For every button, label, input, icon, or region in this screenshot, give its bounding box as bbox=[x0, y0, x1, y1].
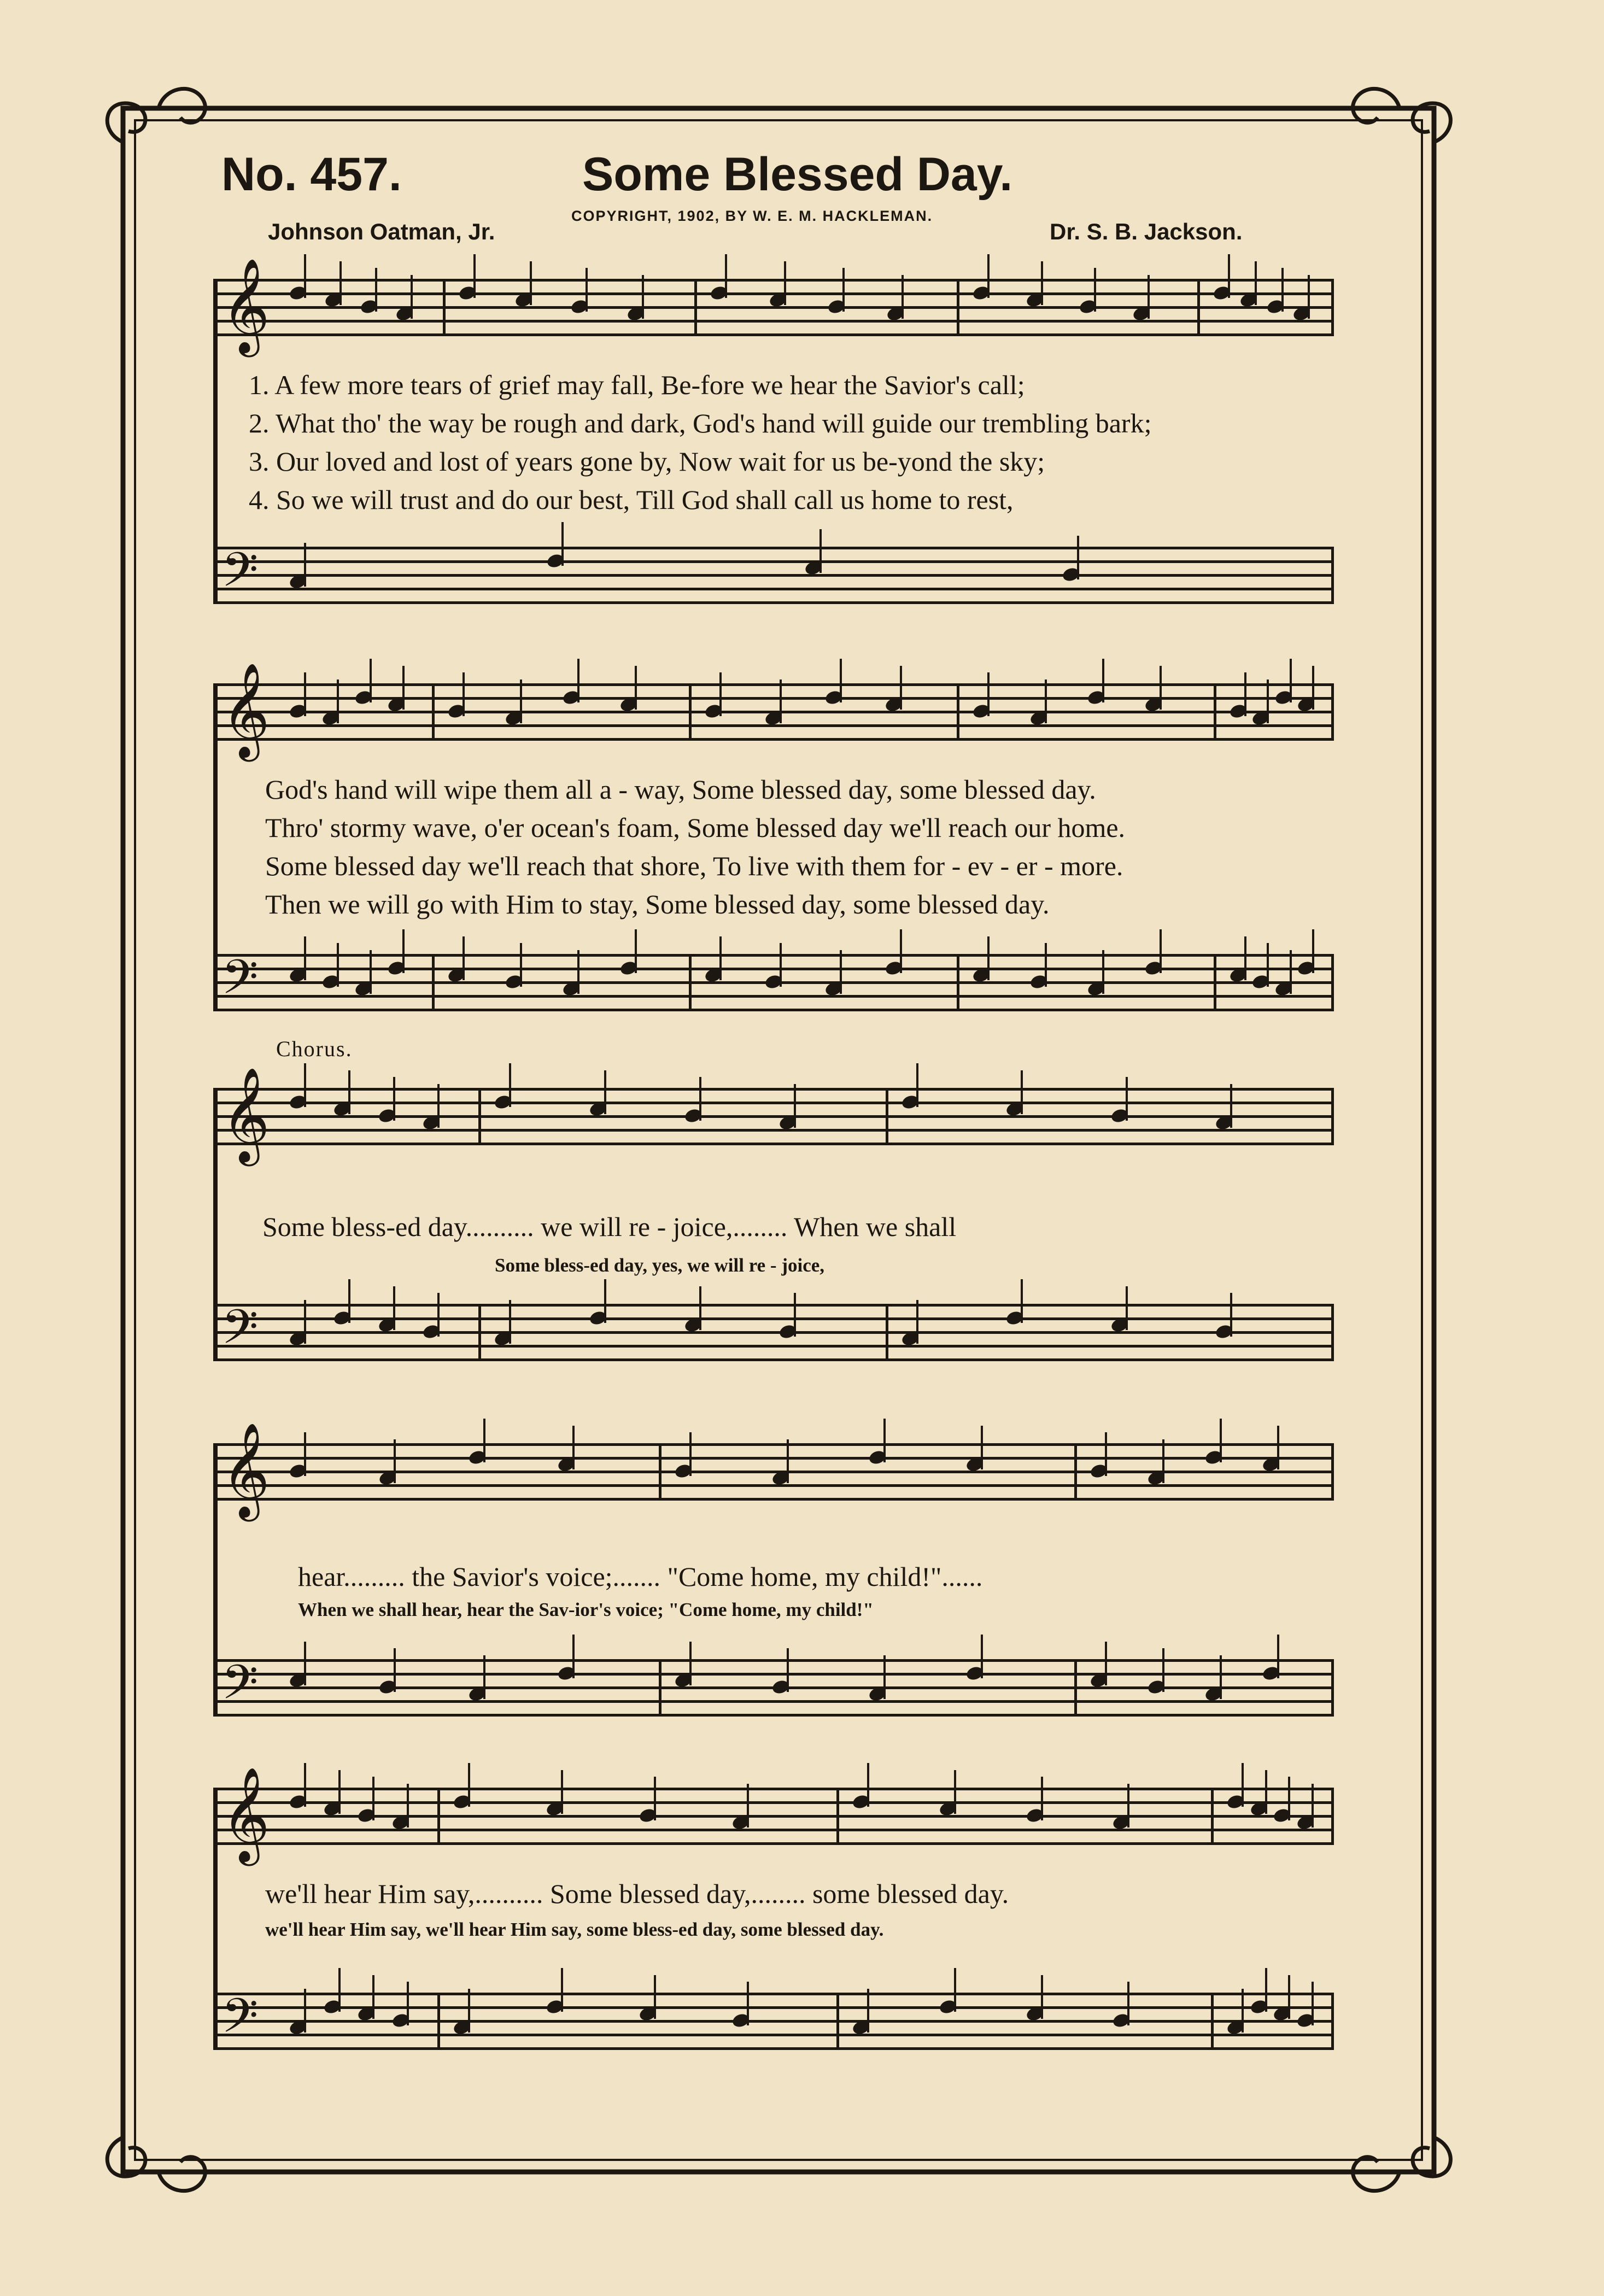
chorus-bass-words-1: Some bless-ed day, yes, we will re - joice, bbox=[495, 1255, 825, 1276]
bar-line bbox=[1211, 1993, 1214, 2050]
staff-line bbox=[213, 1129, 1331, 1132]
staff-line bbox=[213, 588, 1331, 590]
note-stem bbox=[1230, 1084, 1232, 1128]
staff-line bbox=[213, 2020, 1331, 2023]
note-stem bbox=[1077, 536, 1079, 579]
note-stem bbox=[987, 672, 990, 716]
staff-10 bbox=[213, 1993, 1331, 2050]
note-stem bbox=[1105, 1642, 1107, 1685]
bar-line bbox=[1197, 279, 1200, 336]
note-stem bbox=[463, 936, 465, 980]
bar-line bbox=[689, 954, 692, 1011]
bass-clef-icon: 𝄢 bbox=[221, 1988, 259, 2055]
staff-line bbox=[213, 1143, 1331, 1145]
note-stem bbox=[509, 1063, 511, 1107]
bar-line bbox=[1331, 954, 1334, 1011]
staff-line bbox=[213, 1498, 1331, 1501]
note-stem bbox=[393, 1077, 395, 1121]
note-stem bbox=[304, 543, 306, 587]
treble-clef-icon: 𝄞 bbox=[221, 1422, 270, 1518]
verse-1-line-1: 1. A few more tears of grief may fall, Be-fore we hear the Savior's call; bbox=[249, 370, 1025, 400]
note-stem bbox=[483, 1419, 485, 1462]
bar-line bbox=[1331, 1443, 1334, 1501]
note-stem bbox=[1255, 261, 1257, 305]
note-stem bbox=[867, 1763, 869, 1807]
note-stem bbox=[1160, 666, 1162, 710]
bar-line bbox=[886, 1304, 888, 1361]
note-stem bbox=[987, 936, 990, 980]
staff-line bbox=[213, 1304, 1331, 1307]
note-stem bbox=[1288, 1975, 1290, 2019]
hymn-title: Some Blessed Day. bbox=[582, 148, 1013, 201]
note-stem bbox=[901, 275, 904, 319]
bar-line bbox=[957, 279, 959, 336]
note-stem bbox=[883, 1419, 886, 1462]
note-stem bbox=[394, 1648, 396, 1692]
note-stem bbox=[348, 1070, 350, 1114]
note-stem bbox=[842, 268, 845, 312]
composer-name: Dr. S. B. Jackson. bbox=[1050, 219, 1243, 244]
bar-line bbox=[694, 279, 697, 336]
bar-line bbox=[443, 279, 446, 336]
staff-line bbox=[213, 2047, 1331, 2050]
system-connector bbox=[213, 1088, 218, 1361]
bar-line bbox=[1331, 1659, 1334, 1717]
note-stem bbox=[604, 1279, 606, 1323]
staff-line bbox=[213, 1484, 1331, 1487]
treble-clef-icon: 𝄞 bbox=[221, 663, 270, 758]
note-stem bbox=[900, 666, 902, 710]
staff-line bbox=[213, 995, 1331, 998]
note-stem bbox=[747, 1784, 749, 1828]
note-stem bbox=[1126, 1077, 1128, 1121]
note-stem bbox=[635, 666, 637, 710]
note-stem bbox=[840, 659, 842, 702]
note-stem bbox=[407, 1784, 409, 1828]
note-stem bbox=[987, 254, 990, 298]
note-stem bbox=[304, 254, 306, 298]
bar-line bbox=[689, 683, 692, 741]
note-stem bbox=[1041, 261, 1043, 305]
note-stem bbox=[561, 1968, 563, 2012]
note-stem bbox=[304, 1642, 306, 1685]
note-stem bbox=[1094, 268, 1096, 312]
staff-line bbox=[213, 1009, 1331, 1011]
note-stem bbox=[411, 275, 413, 319]
note-stem bbox=[1045, 680, 1047, 723]
staff-line bbox=[213, 1801, 1331, 1804]
treble-clef-icon: 𝄞 bbox=[221, 1767, 270, 1862]
treble-clef-icon: 𝄞 bbox=[221, 1067, 270, 1162]
staff-line bbox=[213, 1714, 1331, 1717]
note-stem bbox=[372, 1777, 374, 1820]
bar-line bbox=[836, 1993, 839, 2050]
verse-3-line-2: Some blessed day we'll reach that shore, To live with them for - ev - er - more. bbox=[265, 851, 1123, 881]
verse-2-line-2: Thro' stormy wave, o'er ocean's foam, Some blessed day we'll reach our home. bbox=[265, 812, 1126, 843]
bar-line bbox=[1214, 954, 1216, 1011]
staff-line bbox=[213, 1700, 1331, 1703]
note-stem bbox=[1162, 1648, 1164, 1692]
verse-2-line-1: 2. What tho' the way be rough and dark, God's hand will guide our trembling bark; bbox=[249, 408, 1152, 438]
bar-line bbox=[1331, 1304, 1334, 1361]
note-stem bbox=[370, 950, 372, 994]
staff-line bbox=[213, 601, 1331, 604]
note-stem bbox=[654, 1975, 656, 2019]
note-stem bbox=[1021, 1070, 1023, 1114]
system-connector bbox=[213, 279, 218, 601]
bar-line bbox=[432, 683, 435, 741]
staff-line bbox=[213, 306, 1331, 309]
lyricist-name: Johnson Oatman, Jr. bbox=[268, 219, 495, 244]
note-stem bbox=[530, 261, 532, 305]
staff-line bbox=[213, 738, 1331, 741]
staff-line bbox=[213, 2006, 1331, 2009]
note-stem bbox=[1290, 659, 1292, 702]
note-stem bbox=[520, 943, 522, 987]
staff-line bbox=[213, 1331, 1331, 1334]
chorus-lyrics-2: hear......... the Savior's voice;....... "Come home, my child!"...... bbox=[298, 1561, 983, 1592]
staff-line bbox=[213, 574, 1331, 577]
staff-line bbox=[213, 954, 1331, 957]
bar-line bbox=[1074, 1443, 1077, 1501]
bar-line bbox=[957, 954, 959, 1011]
staff-line bbox=[213, 1102, 1331, 1104]
staff-line bbox=[213, 320, 1331, 323]
bass-clef-icon: 𝄢 bbox=[221, 542, 259, 609]
copyright-notice: COPYRIGHT, 1902, BY W. E. M. HACKLEMAN. bbox=[571, 208, 933, 224]
note-stem bbox=[393, 1286, 395, 1330]
note-stem bbox=[1267, 680, 1269, 723]
note-stem bbox=[1265, 1770, 1267, 1814]
note-stem bbox=[402, 929, 405, 973]
chorus-lyrics-3: we'll hear Him say,.......... Some blessed day,........ some blessed day. bbox=[265, 1878, 1009, 1909]
bar-line bbox=[432, 954, 435, 1011]
staff-line bbox=[213, 968, 1331, 970]
note-stem bbox=[337, 943, 339, 987]
note-stem bbox=[1228, 254, 1230, 298]
note-stem bbox=[819, 529, 822, 573]
note-stem bbox=[402, 666, 405, 710]
note-stem bbox=[1242, 1763, 1244, 1807]
bar-line bbox=[437, 1788, 440, 1845]
note-stem bbox=[1277, 1635, 1279, 1678]
note-stem bbox=[375, 268, 377, 312]
note-stem bbox=[689, 1642, 692, 1685]
note-stem bbox=[1127, 1982, 1129, 2025]
note-stem bbox=[1220, 1419, 1222, 1462]
staff-line bbox=[213, 1345, 1331, 1348]
staff-9 bbox=[213, 1788, 1331, 1845]
note-stem bbox=[725, 254, 727, 298]
note-stem bbox=[1312, 929, 1314, 973]
note-stem bbox=[916, 1063, 918, 1107]
note-stem bbox=[304, 1063, 306, 1107]
note-stem bbox=[483, 1655, 485, 1699]
system-connector bbox=[213, 1443, 218, 1717]
bar-line bbox=[1331, 547, 1334, 604]
bar-line bbox=[836, 1788, 839, 1845]
note-stem bbox=[304, 672, 306, 716]
bar-line bbox=[1331, 1788, 1334, 1845]
staff-line bbox=[213, 1815, 1331, 1818]
note-stem bbox=[304, 936, 306, 980]
staff-line bbox=[213, 697, 1331, 700]
staff-line bbox=[213, 560, 1331, 563]
bar-line bbox=[659, 1443, 661, 1501]
note-stem bbox=[561, 522, 564, 566]
note-stem bbox=[794, 1084, 796, 1128]
note-stem bbox=[304, 1432, 306, 1476]
note-stem bbox=[642, 275, 644, 319]
note-stem bbox=[468, 1763, 470, 1807]
note-stem bbox=[1102, 659, 1104, 702]
staff-line bbox=[213, 683, 1331, 686]
staff-line bbox=[213, 1829, 1331, 1831]
bar-line bbox=[886, 1088, 888, 1145]
note-stem bbox=[780, 943, 782, 987]
note-stem bbox=[1312, 1982, 1314, 2025]
verse-4-line-1: 4. So we will trust and do our best, Till God shall call us home to rest, bbox=[249, 484, 1014, 515]
note-stem bbox=[916, 1300, 918, 1344]
note-stem bbox=[1244, 936, 1246, 980]
note-stem bbox=[784, 261, 786, 305]
note-stem bbox=[1244, 672, 1246, 716]
bar-line bbox=[1211, 1788, 1214, 1845]
staff-line bbox=[213, 279, 1331, 282]
bass-clef-icon: 𝄢 bbox=[221, 1299, 259, 1366]
note-stem bbox=[1288, 1777, 1290, 1820]
staff-line bbox=[213, 1993, 1331, 1995]
bar-line bbox=[1331, 683, 1334, 741]
staff-2 bbox=[213, 547, 1331, 604]
staff-line bbox=[213, 1358, 1331, 1361]
note-stem bbox=[468, 1989, 470, 2033]
bar-line bbox=[1331, 1088, 1334, 1145]
staff-line bbox=[213, 1317, 1331, 1320]
note-stem bbox=[981, 1426, 983, 1469]
note-stem bbox=[1041, 1975, 1043, 2019]
note-stem bbox=[577, 659, 579, 702]
note-stem bbox=[437, 1084, 440, 1128]
note-stem bbox=[719, 672, 722, 716]
note-stem bbox=[840, 950, 842, 994]
staff-line bbox=[213, 292, 1331, 295]
note-stem bbox=[1041, 1777, 1043, 1820]
note-stem bbox=[1277, 1426, 1279, 1469]
note-stem bbox=[1162, 1439, 1164, 1483]
note-stem bbox=[437, 1293, 440, 1337]
note-stem bbox=[1160, 929, 1162, 973]
staff-line bbox=[213, 1088, 1331, 1091]
note-stem bbox=[954, 1968, 956, 2012]
note-stem bbox=[1265, 1968, 1267, 2012]
bar-line bbox=[957, 683, 959, 741]
note-stem bbox=[1242, 1989, 1244, 2033]
note-stem bbox=[1312, 666, 1314, 710]
hymn-number: No. 457. bbox=[221, 148, 402, 201]
bar-line bbox=[1074, 1659, 1077, 1717]
note-stem bbox=[339, 261, 342, 305]
note-stem bbox=[787, 1439, 789, 1483]
note-stem bbox=[561, 1770, 563, 1814]
note-stem bbox=[719, 936, 722, 980]
note-stem bbox=[338, 1968, 341, 2012]
verse-4-line-2: Then we will go with Him to stay, Some blessed day, some blessed day. bbox=[265, 889, 1050, 919]
note-stem bbox=[304, 1989, 306, 2033]
note-stem bbox=[337, 680, 339, 723]
staff-line bbox=[213, 547, 1331, 549]
note-stem bbox=[954, 1770, 956, 1814]
note-stem bbox=[900, 929, 902, 973]
note-stem bbox=[577, 950, 579, 994]
verse-3-line-1: 3. Our loved and lost of years gone by, Now wait for us be-yond the sky; bbox=[249, 446, 1045, 477]
note-stem bbox=[509, 1300, 511, 1344]
note-stem bbox=[787, 1648, 789, 1692]
note-stem bbox=[572, 1635, 575, 1678]
note-stem bbox=[1021, 1279, 1023, 1323]
system-connector bbox=[213, 1788, 218, 2050]
note-stem bbox=[747, 1982, 749, 2025]
chorus-bass-words-3: we'll hear Him say, we'll hear Him say, some bless-ed day, some blessed day. bbox=[265, 1919, 884, 1940]
note-stem bbox=[394, 1439, 396, 1483]
staff-1 bbox=[213, 279, 1331, 336]
note-stem bbox=[981, 1635, 983, 1678]
chorus-bass-words-2: When we shall hear, hear the Sav-ior's voice; "Come home, my child!" bbox=[298, 1599, 874, 1620]
bar-line bbox=[1331, 1993, 1334, 2050]
note-stem bbox=[699, 1286, 701, 1330]
staff-line bbox=[213, 1788, 1331, 1790]
bass-clef-icon: 𝄢 bbox=[221, 1655, 259, 1721]
note-stem bbox=[1230, 1293, 1232, 1337]
staff-line bbox=[213, 2034, 1331, 2036]
note-stem bbox=[407, 1982, 409, 2025]
note-stem bbox=[1308, 275, 1310, 319]
chorus-lyrics-1: Some bless-ed day.......... we will re - joice,........ When we shall bbox=[262, 1211, 957, 1242]
note-stem bbox=[689, 1432, 692, 1476]
bar-line bbox=[1214, 683, 1216, 741]
note-stem bbox=[520, 680, 522, 723]
note-stem bbox=[1102, 950, 1104, 994]
note-stem bbox=[654, 1777, 656, 1820]
staff-6 bbox=[213, 1304, 1331, 1361]
note-stem bbox=[780, 680, 782, 723]
note-stem bbox=[1220, 1655, 1222, 1699]
note-stem bbox=[867, 1989, 869, 2033]
note-stem bbox=[883, 1655, 886, 1699]
staff-line bbox=[213, 333, 1331, 336]
note-stem bbox=[1312, 1784, 1314, 1828]
system-connector bbox=[213, 683, 218, 1011]
bar-line bbox=[478, 1304, 481, 1361]
bass-clef-icon: 𝄢 bbox=[221, 950, 259, 1016]
note-stem bbox=[1148, 275, 1150, 319]
bar-line bbox=[659, 1659, 661, 1717]
note-stem bbox=[1267, 943, 1269, 987]
note-stem bbox=[372, 1975, 374, 2019]
note-stem bbox=[473, 254, 476, 298]
verse-1-line-2: God's hand will wipe them all a - way, Some blessed day, some blessed day. bbox=[265, 774, 1096, 805]
note-stem bbox=[1126, 1286, 1128, 1330]
note-stem bbox=[304, 1300, 306, 1344]
bar-line bbox=[1331, 279, 1334, 336]
bar-line bbox=[437, 1993, 440, 2050]
note-stem bbox=[604, 1070, 606, 1114]
note-stem bbox=[1127, 1784, 1129, 1828]
note-stem bbox=[348, 1279, 350, 1323]
note-stem bbox=[370, 659, 372, 702]
note-stem bbox=[794, 1293, 796, 1337]
note-stem bbox=[635, 929, 637, 973]
treble-clef-icon: 𝄞 bbox=[221, 258, 270, 353]
bar-line bbox=[478, 1088, 481, 1145]
note-stem bbox=[338, 1770, 341, 1814]
note-stem bbox=[586, 268, 588, 312]
note-stem bbox=[572, 1426, 575, 1469]
note-stem bbox=[1290, 950, 1292, 994]
staff-line bbox=[213, 1842, 1331, 1845]
note-stem bbox=[1045, 943, 1047, 987]
note-stem bbox=[1105, 1432, 1107, 1476]
chorus-label: Chorus. bbox=[276, 1036, 353, 1061]
note-stem bbox=[699, 1077, 701, 1121]
note-stem bbox=[463, 672, 465, 716]
note-stem bbox=[1281, 268, 1284, 312]
note-stem bbox=[304, 1763, 306, 1807]
